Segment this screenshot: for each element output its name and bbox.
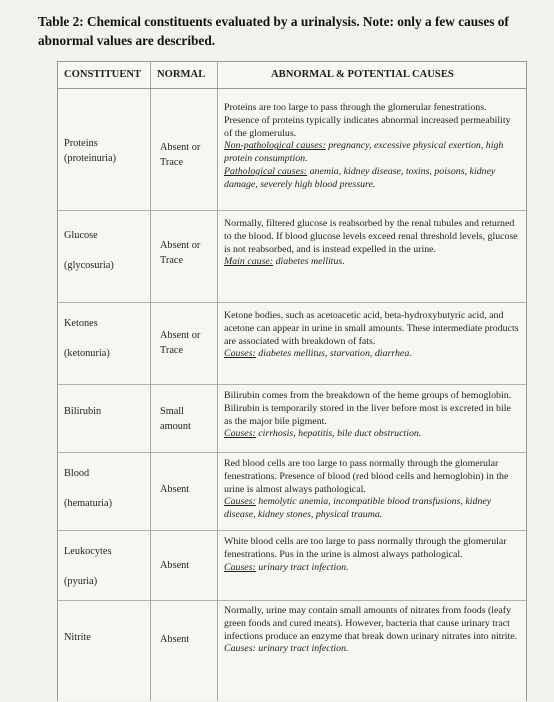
constituent-cell — [64, 466, 112, 511]
urinalysis-table — [57, 61, 527, 701]
constituent-alt-name: (ketonuria) — [64, 348, 110, 359]
cause-note — [224, 496, 520, 522]
normal-value: Absent or — [160, 142, 201, 153]
cause-label: Main cause: — [224, 256, 274, 268]
description-text: Proteins are too large to pass through the glomerular fenestrations. Presence of proteins typically indicates abnormal increased permeability of the glomerulus. — [224, 102, 511, 139]
description-text: Red blood cells are too large to pass normally through the glomerular fenestrations. Presence of blood (red blood cells and hemoglobin) in the urine is almost always pathological. — [224, 458, 509, 495]
normal-cell — [160, 632, 216, 647]
cause-note — [224, 643, 520, 656]
description-text: Normally, urine may contain small amounts of nitrates from foods (leafy green foods and cured meats). However, bacteria that cause urinary tract infections produce an enzyme that break down urinary nitrates into nitrite. — [224, 605, 518, 642]
table-row — [58, 600, 526, 702]
constituent-alt-name: (proteinuria) — [64, 153, 117, 164]
normal-cell — [160, 482, 216, 497]
normal-cell — [160, 558, 216, 573]
normal-value: Trace — [160, 157, 184, 168]
cause-label: Causes: — [224, 348, 256, 360]
cause-text: diabetes mellitus, starvation, diarrhea. — [255, 348, 412, 360]
constituent-cell — [64, 630, 91, 645]
constituent-name: Glucose — [64, 230, 98, 241]
cause-note — [224, 140, 520, 166]
normal-value: Absent or — [160, 240, 201, 251]
cause-text: Causes: urinary tract infection. — [224, 643, 349, 655]
cause-label: Causes: — [224, 428, 256, 440]
cause-text: cirrhosis, hepatitis, bile duct obstruction. — [255, 428, 422, 440]
table-row — [58, 210, 526, 303]
abnormal-causes-cell — [224, 458, 520, 522]
table-row — [58, 302, 526, 385]
cause-text: urinary tract infection. — [255, 561, 349, 573]
constituent-cell — [64, 544, 111, 589]
abnormal-causes-cell — [224, 390, 520, 441]
description-text: Bilirubin comes from the breakdown of the heme groups of hemoglobin. Bilirubin is temporarily stored in the liver before most is excreted in bile as the major bile pigment. — [224, 390, 512, 427]
cause-note — [224, 256, 520, 269]
normal-value: Trace — [160, 345, 184, 356]
constituent-alt-name: (hematuria) — [64, 498, 113, 509]
normal-value: Absent — [160, 560, 190, 571]
normal-value: Trace — [160, 255, 184, 266]
cause-label: Causes: — [224, 561, 256, 573]
description-text: Ketone bodies, such as acetoacetic acid, beta-hydroxybutyric acid, and acetone can appear in urine in small amounts. These intermediate products are associated with breakdown of fats. — [224, 310, 519, 347]
constituent-cell — [64, 404, 101, 419]
table-row — [58, 384, 526, 453]
header-normal: NORMAL — [157, 69, 206, 80]
cause-text: pregnancy, excessive physical exertion, high protein consumption. — [224, 140, 504, 165]
constituent-cell — [64, 316, 110, 361]
constituent-name: Bilirubin — [64, 406, 102, 417]
constituent-name: Proteins — [64, 138, 98, 149]
table-row — [58, 530, 526, 601]
normal-cell — [160, 238, 216, 268]
table-header — [58, 62, 526, 89]
constituent-name: Leukocytes — [64, 546, 112, 557]
normal-cell — [160, 328, 216, 358]
description-text: Normally, filtered glucose is reabsorbed by the renal tubules and returned to the blood. If blood glucose levels exceed renal threshold levels, glucose is not reabsorbed, and is instead expelled in the urine. — [224, 218, 518, 255]
normal-value: Small — [160, 406, 185, 417]
constituent-alt-name: (pyuria) — [64, 576, 98, 587]
cause-label: Non-pathological causes: — [224, 140, 326, 152]
normal-value: Absent or — [160, 330, 201, 341]
constituent-name: Blood — [64, 468, 90, 479]
constituent-cell — [64, 228, 114, 273]
cause-text: hemolytic anemia, incompatible blood transfusions, kidney disease, kidney stones, physical trauma. — [224, 496, 492, 521]
normal-value: Absent — [160, 484, 190, 495]
table-row — [58, 88, 526, 211]
abnormal-causes-cell — [224, 605, 520, 656]
abnormal-causes-cell — [224, 218, 520, 269]
abnormal-causes-cell — [224, 310, 520, 361]
description-text: White blood cells are too large to pass normally through the glomerular fenestrations. Pus in the urine is almost always pathological. — [224, 536, 507, 560]
cause-note — [224, 428, 520, 441]
constituent-alt-name: (glycosuria) — [64, 260, 114, 271]
header-constituent: CONSTITUENT — [64, 69, 142, 80]
abnormal-causes-cell — [224, 536, 520, 574]
cause-label: Pathological causes: — [224, 165, 308, 177]
cause-label: Causes: — [224, 496, 256, 508]
cause-note — [224, 562, 520, 575]
cause-note — [224, 348, 520, 361]
header-abnormal: ABNORMAL & POTENTIAL CAUSES — [271, 69, 454, 80]
abnormal-causes-cell — [224, 102, 520, 192]
cause-note — [224, 166, 520, 192]
table-row — [58, 452, 526, 531]
normal-cell — [160, 140, 216, 170]
cause-text: anemia, kidney disease, toxins, poisons, kidney damage, severely high blood pressure. — [224, 165, 496, 190]
normal-value: Absent — [160, 634, 190, 645]
constituent-name: Ketones — [64, 318, 98, 329]
constituent-cell — [64, 136, 116, 166]
cause-text: diabetes mellitus. — [273, 256, 345, 268]
constituent-name: Nitrite — [64, 632, 91, 643]
table-caption: Table 2: Chemical constituents evaluated by a urinalysis. Note: only a few causes of abnormal values are described. — [38, 14, 509, 48]
normal-cell — [160, 404, 216, 434]
normal-value: amount — [160, 421, 191, 432]
